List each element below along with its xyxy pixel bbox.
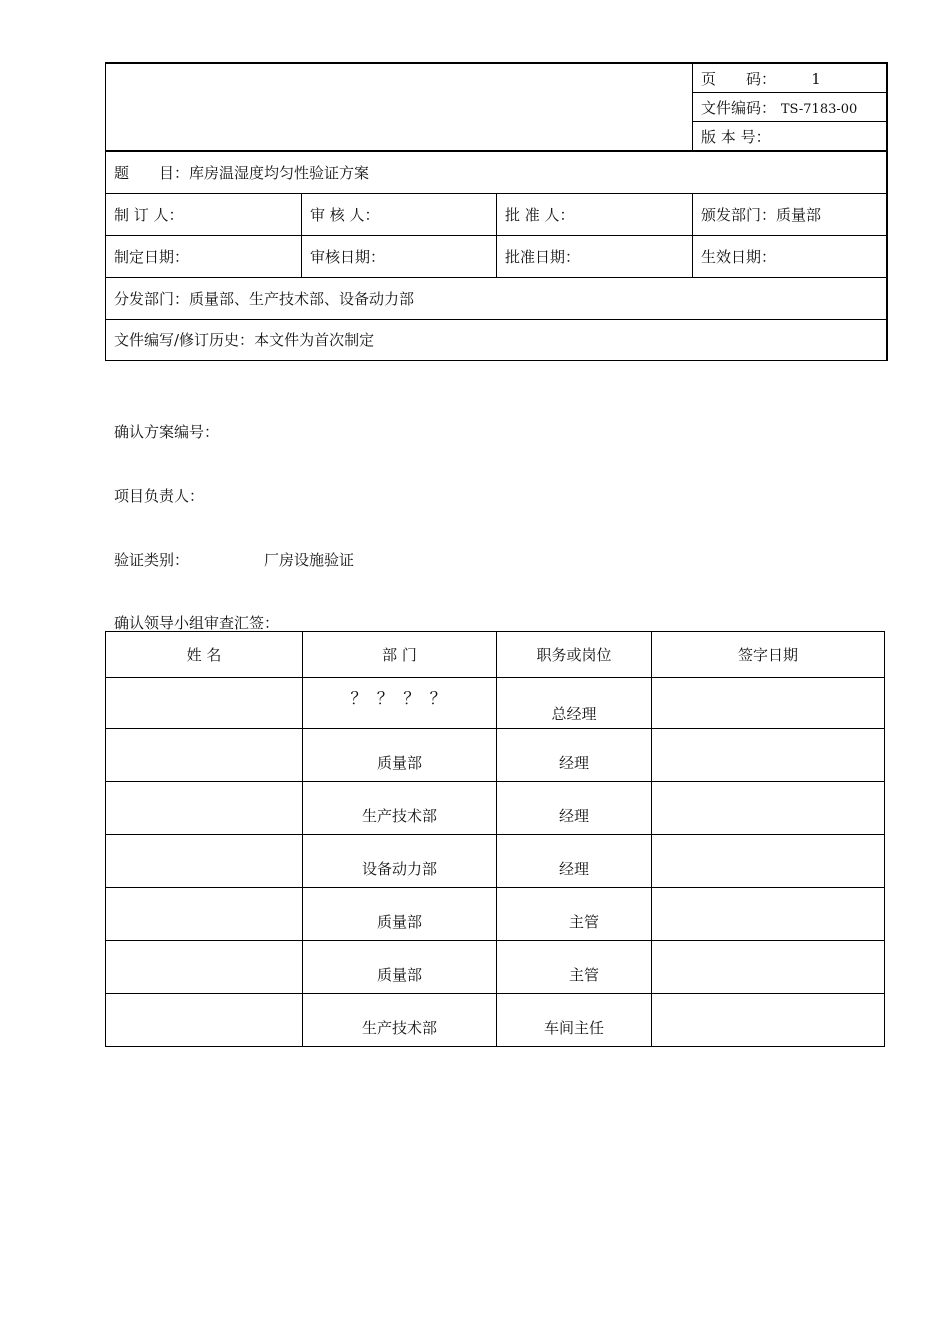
date-cell — [652, 729, 885, 782]
validation-category-field — [114, 549, 354, 570]
dept-cell: 质量部 — [303, 729, 497, 782]
revision-history-cell — [106, 319, 887, 360]
table-row — [106, 994, 885, 1047]
signature-table — [105, 631, 885, 1047]
page-number-cell — [693, 63, 887, 93]
version-cell — [693, 122, 887, 152]
column-header-dept: 部 门 — [303, 632, 497, 678]
date-cell — [652, 888, 885, 941]
position-cell: 车间主任 — [497, 994, 652, 1047]
approve-date-label: 批准日期： — [505, 247, 581, 266]
signature-table-header — [106, 632, 885, 678]
date-cell — [652, 678, 885, 729]
dept-cell: 质量部 — [303, 888, 497, 941]
title-label: 题 目： — [114, 163, 190, 182]
logo-area — [106, 63, 693, 151]
reviewer-cell — [302, 193, 497, 235]
approver-label: 批 准 人： — [505, 205, 575, 224]
name-cell — [106, 782, 303, 835]
dept-cell: 生产技术部 — [303, 782, 497, 835]
review-team-label: 确认领导小组审查汇签： — [114, 614, 280, 632]
dept-cell: ？ ？ ？ ？ — [303, 678, 497, 729]
review-team-heading — [114, 612, 279, 633]
protocol-number-field — [114, 421, 219, 442]
name-cell — [106, 729, 303, 782]
project-lead-label: 项目负责人： — [114, 487, 205, 505]
dept-cell: 质量部 — [303, 941, 497, 994]
position-cell: 经理 — [497, 835, 652, 888]
draft-date-cell — [106, 235, 302, 277]
name-cell — [106, 941, 303, 994]
dept-cell: 设备动力部 — [303, 835, 497, 888]
project-lead-field — [114, 485, 204, 506]
name-cell — [106, 994, 303, 1047]
revision-history-label: 文件编写/修订历史： — [114, 331, 255, 349]
doc-code-label: 文件编码： — [701, 98, 777, 117]
approver-cell — [497, 193, 693, 235]
document-header-table — [105, 62, 888, 361]
version-label: 版 本 号： — [701, 127, 771, 146]
name-cell — [106, 835, 303, 888]
validation-category-value: 厂房设施验证 — [264, 551, 355, 569]
position-cell: 总经理 — [497, 678, 652, 729]
column-header-name: 姓 名 — [106, 632, 303, 678]
effective-date-cell — [693, 235, 887, 277]
table-row — [106, 678, 885, 729]
name-cell — [106, 888, 303, 941]
date-cell — [652, 835, 885, 888]
distribution-label: 分发部门： — [114, 289, 190, 308]
doc-code-value: TS-7183-00 — [780, 101, 858, 117]
issuing-dept-cell — [693, 193, 887, 235]
page-number-label: 页 码： — [701, 69, 777, 88]
approve-date-cell — [497, 235, 693, 277]
date-cell — [652, 941, 885, 994]
drafter-cell — [106, 193, 302, 235]
table-row — [106, 941, 885, 994]
title-cell — [106, 151, 887, 193]
position-cell: 主管 — [497, 888, 652, 941]
distribution-cell — [106, 277, 887, 319]
dept-cell: 生产技术部 — [303, 994, 497, 1047]
page-number-value: 1 — [811, 69, 821, 88]
issuing-dept-value: 质量部 — [776, 205, 822, 224]
protocol-number-label: 确认方案编号： — [114, 423, 220, 441]
review-date-cell — [302, 235, 497, 277]
position-cell: 主管 — [497, 941, 652, 994]
validation-category-label: 验证类别： — [114, 551, 190, 569]
date-cell — [652, 994, 885, 1047]
document-title: 库房温湿度均匀性验证方案 — [189, 163, 370, 182]
issuing-dept-label: 颁发部门： — [701, 205, 777, 224]
column-header-position: 职务或岗位 — [497, 632, 652, 678]
position-cell: 经理 — [497, 729, 652, 782]
revision-history-value: 本文件为首次制定 — [254, 331, 375, 349]
date-cell — [652, 782, 885, 835]
column-header-date: 签字日期 — [652, 632, 885, 678]
table-row — [106, 888, 885, 941]
position-cell: 经理 — [497, 782, 652, 835]
effective-date-label: 生效日期： — [701, 247, 777, 266]
table-row — [106, 835, 885, 888]
table-row — [106, 729, 885, 782]
draft-date-label: 制定日期： — [114, 247, 190, 266]
distribution-value: 质量部、生产技术部、设备动力部 — [189, 289, 415, 308]
drafter-label: 制 订 人： — [114, 205, 184, 224]
reviewer-label: 审 核 人： — [310, 205, 380, 224]
name-cell — [106, 678, 303, 729]
table-row — [106, 782, 885, 835]
review-date-label: 审核日期： — [310, 247, 386, 266]
doc-code-cell — [693, 93, 887, 122]
